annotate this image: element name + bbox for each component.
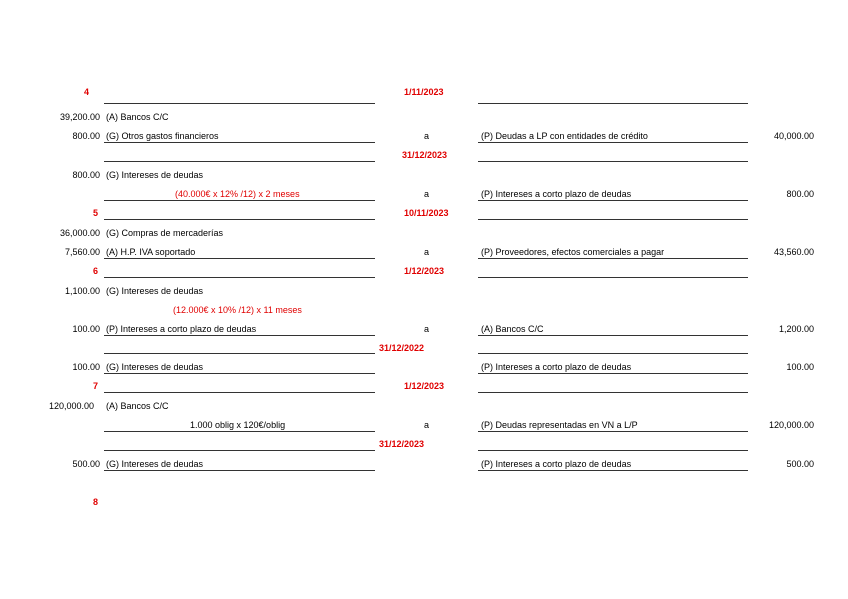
calculation-note: (40.000€ x 12% /12) x 2 meses [175,189,300,199]
credit-line [478,103,748,104]
entry-date: 1/11/2023 [404,87,444,97]
debit-account: (P) Intereses a corto plazo de deudas [106,324,257,334]
a-connector: a [424,247,430,257]
credit-amount: 100.00 [786,362,814,372]
entry-date: 31/12/2023 [402,150,448,160]
debit-line [104,277,375,278]
credit-account: (P) Deudas representadas en VN a L/P [481,420,638,430]
credit-amount: 1,200.00 [778,324,814,334]
debit-account: (A) Bancos C/C [106,401,169,411]
debit-line [104,470,375,471]
credit-line [478,200,748,201]
credit-account: (P) Intereses a corto plazo de deudas [481,362,632,372]
debit-account: (A) H.P. IVA soportado [106,247,196,257]
debit-line [104,200,375,201]
credit-line [478,353,748,354]
debit-amount: 1,100.00 [64,286,100,296]
credit-line [478,219,748,220]
debit-amount: 36,000.00 [59,228,100,238]
debit-line [104,335,375,336]
debit-line [104,103,375,104]
credit-amount: 120,000.00 [768,420,814,430]
debit-account: (G) Intereses de deudas [106,459,204,469]
entry-number: 8 [93,497,99,507]
debit-amount: 800.00 [72,170,100,180]
debit-account: (G) Intereses de deudas [106,170,204,180]
debit-line [104,142,375,143]
credit-account: (P) Intereses a corto plazo de deudas [481,189,632,199]
entry-number: 5 [93,208,99,218]
debit-amount: 120,000.00 [48,401,94,411]
a-connector: a [424,324,430,334]
credit-line [478,373,748,374]
debit-line [104,353,375,354]
credit-account: (P) Intereses a corto plazo de deudas [481,459,632,469]
debit-line [104,258,375,259]
debit-account: (A) Bancos C/C [106,112,169,122]
credit-line [478,335,748,336]
credit-line [478,450,748,451]
debit-account: (G) Intereses de deudas [106,286,204,296]
debit-account: (G) Intereses de deudas [106,362,204,372]
debit-amount: 100.00 [72,324,100,334]
debit-amount: 800.00 [72,131,100,141]
a-connector: a [424,420,430,430]
credit-account: (P) Deudas a LP con entidades de crédito [481,131,648,141]
calculation-note: (12.000€ x 10% /12) x 11 meses [173,305,302,315]
entry-number: 6 [93,266,99,276]
debit-line [104,373,375,374]
credit-line [478,431,748,432]
credit-line [478,470,748,471]
debit-amount: 100.00 [72,362,100,372]
credit-line [478,161,748,162]
debit-line [104,450,375,451]
debit-line [104,161,375,162]
credit-line [478,258,748,259]
debit-line [104,431,375,432]
credit-amount: 500.00 [786,459,814,469]
entry-number: 4 [84,87,90,97]
credit-line [478,277,748,278]
credit-amount: 40,000.00 [773,131,814,141]
credit-account: (P) Proveedores, efectos comerciales a pagar [481,247,665,257]
credit-account: (A) Bancos C/C [481,324,544,334]
entry-date: 1/12/2023 [404,266,445,276]
credit-amount: 800.00 [786,189,814,199]
debit-amount: 500.00 [72,459,100,469]
calculation-note: 1.000 oblig x 120€/oblig [190,420,286,430]
entry-number: 7 [93,381,99,391]
debit-amount: 7,560.00 [64,247,100,257]
debit-line [104,219,375,220]
debit-line [104,392,375,393]
entry-date: 31/12/2022 [379,343,425,353]
debit-account: (G) Otros gastos financieros [106,131,219,141]
debit-amount: 39,200.00 [59,112,100,122]
credit-line [478,142,748,143]
debit-account: (G) Compras de mercaderías [106,228,224,238]
entry-date: 10/11/2023 [404,208,449,218]
a-connector: a [424,131,430,141]
credit-amount: 43,560.00 [773,247,814,257]
a-connector: a [424,189,430,199]
credit-line [478,392,748,393]
entry-date: 1/12/2023 [404,381,445,391]
entry-date: 31/12/2023 [379,439,425,449]
